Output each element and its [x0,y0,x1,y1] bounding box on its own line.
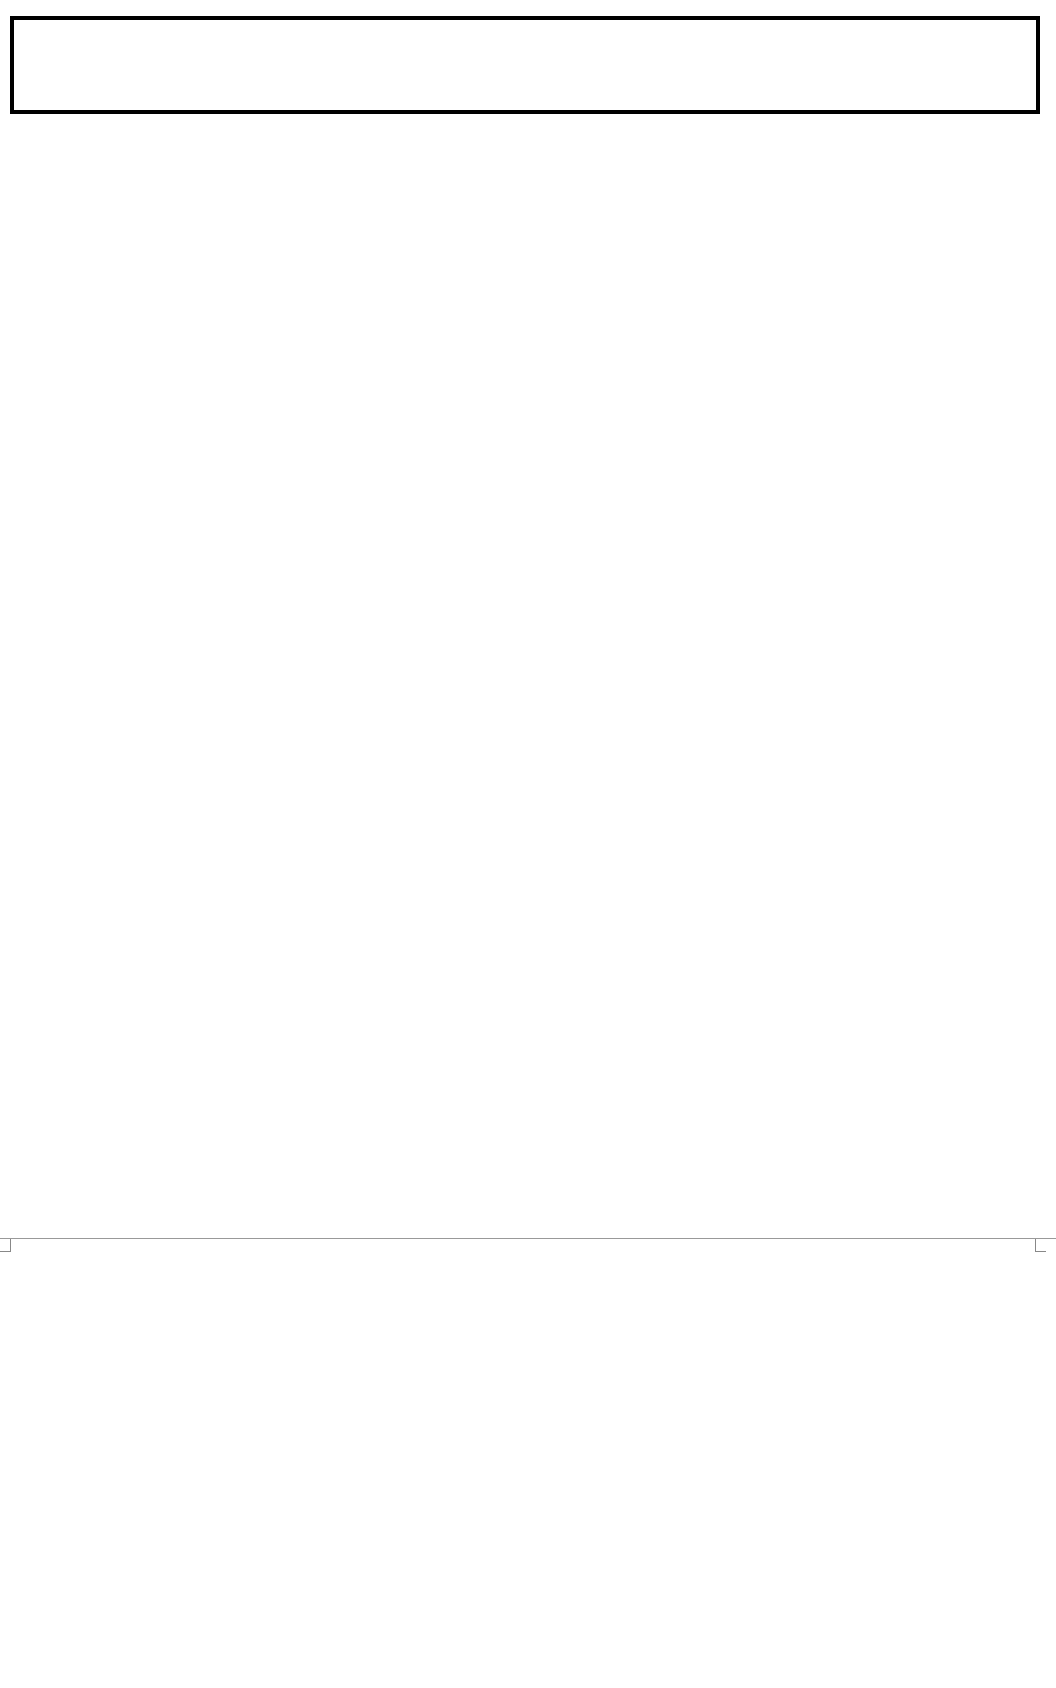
page-corner-left [0,1239,11,1252]
page-break [0,1238,1056,1254]
page-corner-right [1035,1239,1046,1252]
title-box [10,16,1040,114]
page-break-line [0,1238,1056,1239]
announcements [12,188,1042,234]
